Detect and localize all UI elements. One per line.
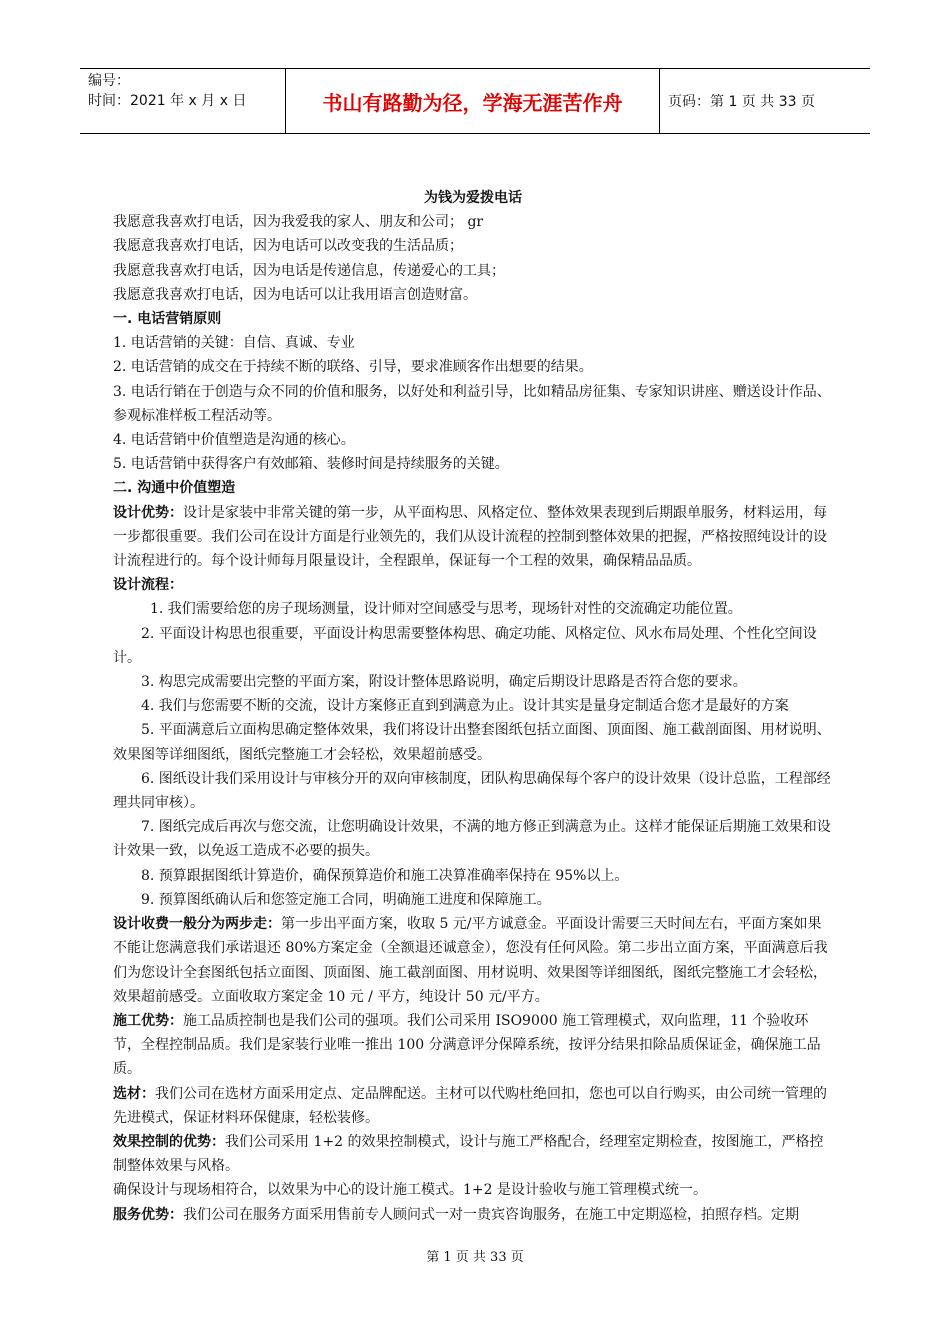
- label: 施工优势：: [113, 1012, 183, 1029]
- process-item: 4. 我们与您需要不断的交流，设计方案修正直到到满意为止。设计其实是量身定制适合您才是最好的方案: [141, 698, 789, 715]
- label: 设计收费一般分为两步走：: [113, 916, 281, 933]
- process-item: 7. 图纸完成后再次与您交流，让您明确设计效果，不满的地方修正到满意为止。这样才能保证后期施工效果和设计效果一致，以免返工造成不必要的损失。: [113, 819, 831, 860]
- paragraph-design-advantage: [113, 501, 833, 574]
- label: 设计优势：: [113, 504, 183, 521]
- paragraph-material: [113, 1082, 833, 1130]
- process-item: 9. 预算图纸确认后和您签定施工合同，明确施工进度和保障施工。: [141, 891, 551, 908]
- process-label: 设计流程：: [113, 577, 183, 594]
- label: 效果控制的优势：: [113, 1133, 225, 1150]
- process-item: 2. 平面设计构思也很重要，平面设计构思需要整体构思、确定功能、风格定位、风水布局处理、个性化空间设计。: [113, 625, 817, 666]
- label: 服务优势：: [113, 1206, 183, 1223]
- number-label: 编号：: [88, 73, 130, 89]
- process-item: 5. 平面满意后立面构思确定整体效果，我们将设计出整套图纸包括立面图、顶面图、施工截剖面图、用材说明、效果图等详细图纸，图纸完整施工才会轻松，效果超前感受。: [113, 722, 831, 763]
- process-item: 1. 我们需要给您的房子现场测量，设计师对空间感受与思考，现场针对性的交流确定功能位置。: [150, 601, 742, 618]
- page-footer: 第 1 页 共 33 页: [426, 1250, 524, 1265]
- text: 施工品质控制也是我们公司的强项。我们公司采用 ISO9000 施工管理模式，双向监理，11 个验收环节，全程控制品质。我们是家装行业唯一推出 100 分满意评分保障系统，按评分结果扣除品质保证金，确保施工品质。: [113, 1012, 821, 1078]
- time-label: 时间：2021 年 x 月 x 日: [88, 93, 247, 109]
- text: 我们公司在服务方面采用售前专人顾问式一对一贵宾咨询服务，在施工中定期巡检，拍照存档。定期: [183, 1206, 799, 1223]
- text: 设计是家装中非常关键的第一步，从平面构思、风格定位、整体效果表现到后期跟单服务，材料运用，每一步都很重要。我们公司在设计方面是行业领先的，我们从设计流程的控制到整体效果的把握，严格按照纯设计的设计流程进行的。每个设计师每月限量设计，全程跟单，保证每一个工程的效果，确保精品品质。: [113, 504, 827, 570]
- paragraph-effect-note: 确保设计与现场相符合，以效果为中心的设计施工模式。1+2 是设计验收与施工管理模式统一。: [113, 1182, 707, 1199]
- text: 我们公司采用 1+2 的效果控制模式，设计与施工严格配合，经理室定期检查，按图施工，严格控制整体效果与风格。: [113, 1133, 824, 1175]
- list-item: 1. 电话营销的关键：自信、真诚、专业: [113, 335, 355, 352]
- header-meta: [80, 69, 285, 133]
- process-item: 8. 预算跟据图纸计算造价，确保预算造价和施工决算准确率保持在 95%以上。: [141, 867, 629, 884]
- paragraph-fee: [113, 912, 833, 1009]
- list-item: 5. 电话营销中获得客户有效邮箱、装修时间是持续服务的关键。: [113, 456, 509, 473]
- header-page-info: 页码：第 1 页 共 33 页: [668, 94, 815, 110]
- section-heading: 二. 沟通中价值塑造: [113, 480, 236, 497]
- process-item: 3. 构思完成需要出完整的平面方案，附设计整体思路说明，确定后期设计思路是否符合您的要求。: [141, 674, 747, 691]
- list-item: 2. 电话营销的成交在于持续不断的联络、引导，要求准顾客作出想要的结果。: [113, 359, 593, 376]
- intro-line: 我愿意我喜欢打电话，因为电话可以改变我的生活品质；: [113, 238, 463, 255]
- paragraph-effect: [113, 1130, 833, 1178]
- header-motto: 书山有路勤为径，学海无涯苦作舟: [285, 69, 660, 133]
- list-item: 3. 电话行销在于创造与众不同的价值和服务，以好处和利益引导，比如精品房征集、专家知识讲座、赠送设计作品、参观标准样板工程活动等。: [113, 383, 831, 424]
- paragraph-build: [113, 1009, 833, 1082]
- header-table: [80, 68, 870, 134]
- text: 我们公司在选材方面采用定点、定品牌配送。主材可以代购杜绝回扣，您也可以自行购买，由公司统一管理的先进模式，保证材料环保健康，轻松装修。: [113, 1085, 827, 1126]
- label: 选材：: [113, 1085, 155, 1102]
- document-title: 为钱为爱拨电话: [424, 190, 522, 206]
- list-item: 4. 电话营销中价值塑造是沟通的核心。: [113, 432, 355, 449]
- intro-line: 我愿意我喜欢打电话，因为电话可以让我用语言创造财富。: [113, 286, 477, 303]
- document-body: [113, 186, 833, 1227]
- intro-line: 我愿意我喜欢打电话，因为我爱我的家人、朋友和公司； gr: [113, 214, 484, 231]
- section-heading: 一. 电话营销原则: [113, 311, 222, 328]
- text: 第一步出平面方案，收取 5 元/平方诚意金。平面设计需要三天时间左右，平面方案如果不能让您满意我们承诺退还 80%方案定金（全额退还诚意金），您没有任何风险。第二步出立面方案，平面满意后我们为您设计全套图纸包括立面图、顶面图、施工截剖面图、用材说明、效果图等详细图纸，图纸完整施工才会轻松，效果超前感受。立面收取方案定金 10 元 / 平方，纯设计 50 元/平方。: [113, 916, 828, 1005]
- paragraph-service: [113, 1203, 833, 1227]
- intro-line: 我愿意我喜欢打电话，因为电话是传递信息，传递爱心的工具；: [113, 262, 505, 279]
- process-item: 6. 图纸设计我们采用设计与审核分开的双向审核制度，团队构思确保每个客户的设计效果（设计总监，工程部经理共同审核）。: [113, 770, 831, 812]
